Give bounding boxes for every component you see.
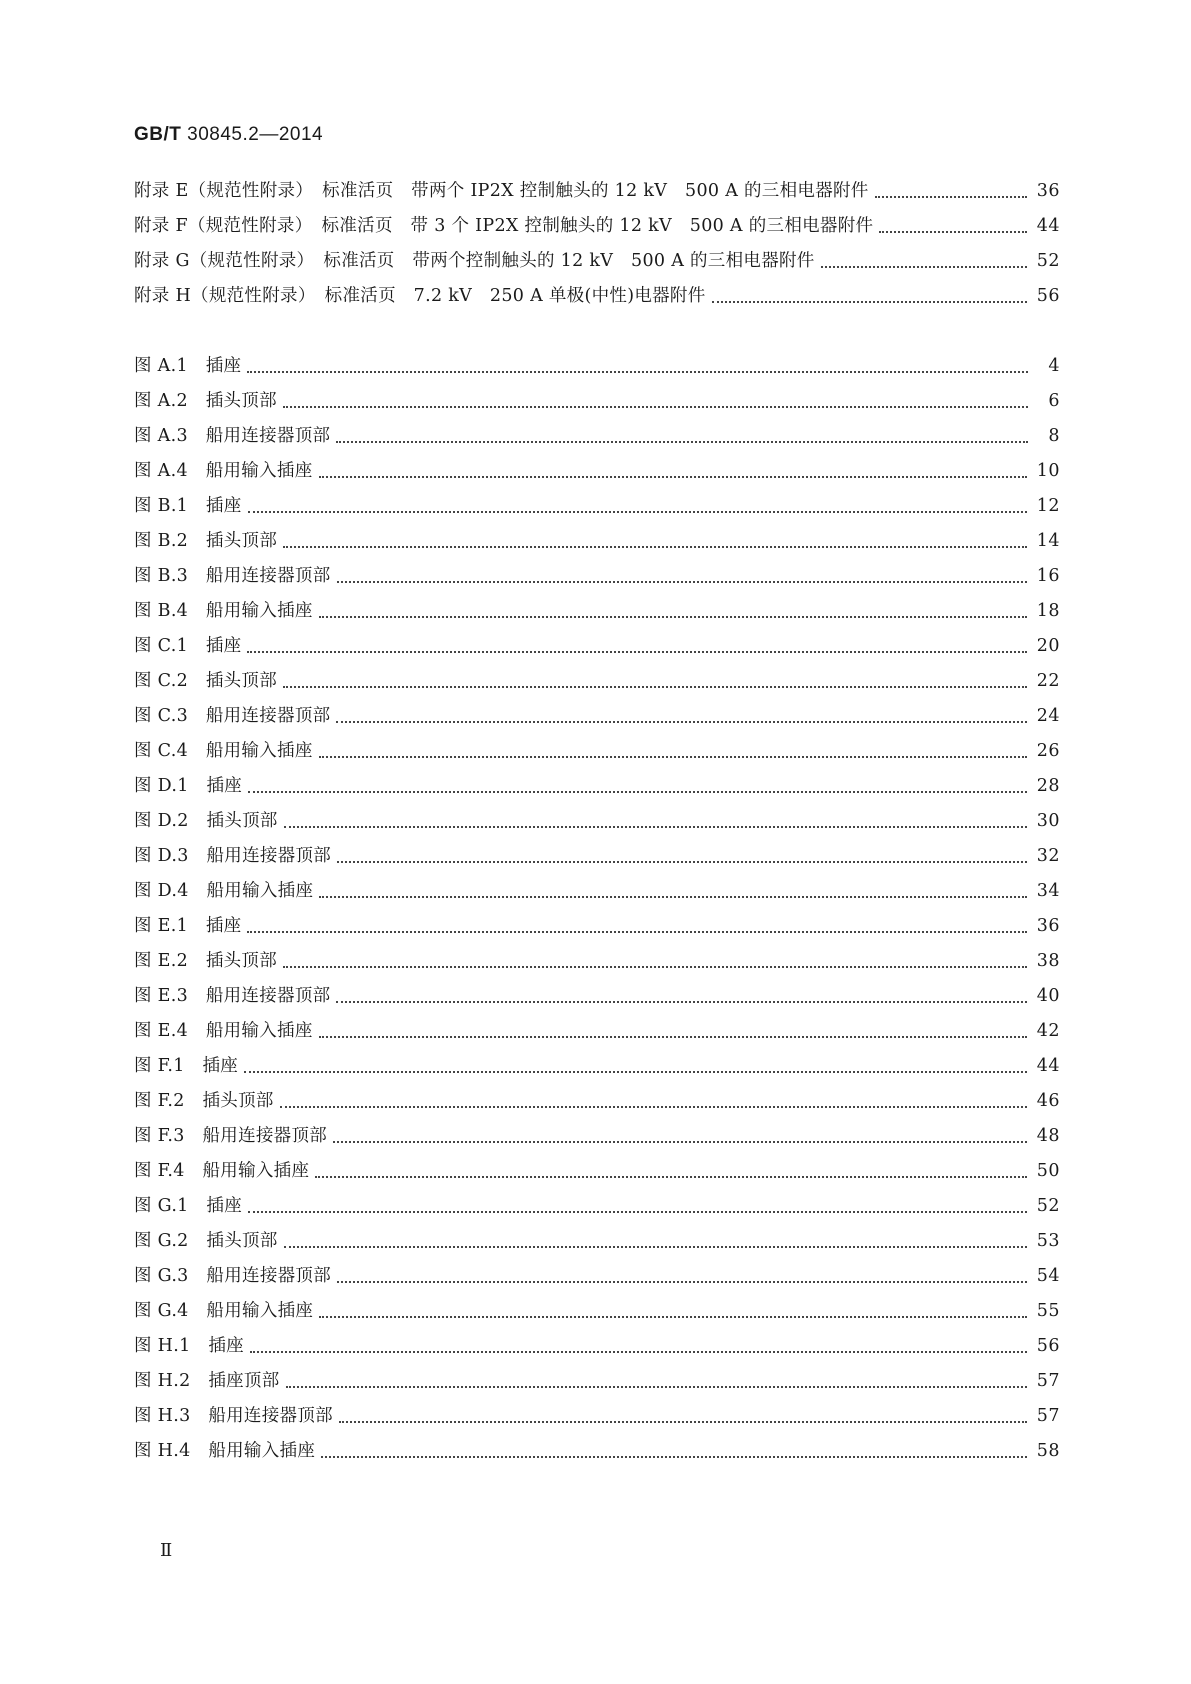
toc-page-number: 4 <box>1048 356 1060 376</box>
toc-page-number: 32 <box>1036 846 1060 866</box>
toc-entry-label: 图 A.4 船用输入插座 <box>134 461 313 481</box>
toc-page-number: 12 <box>1036 496 1060 516</box>
toc-figure-item[interactable] <box>134 985 1060 1020</box>
toc-entry-label: 图 G.1 插座 <box>134 1196 243 1216</box>
toc-figure-item[interactable] <box>134 1300 1060 1335</box>
toc-annex-g[interactable] <box>134 250 1060 285</box>
toc-figure-item[interactable] <box>134 740 1060 775</box>
toc-entry-label: 图 B.3 船用连接器顶部 <box>134 566 331 586</box>
dot-leader <box>283 530 1027 548</box>
toc-figure-item[interactable] <box>134 355 1060 390</box>
toc-page-number: 40 <box>1036 986 1060 1006</box>
toc-figure-item[interactable] <box>134 1090 1060 1125</box>
toc-page-number: 44 <box>1036 216 1060 236</box>
toc-entry-label: 图 F.1 插座 <box>134 1056 239 1076</box>
dot-leader <box>336 705 1026 723</box>
toc-figure-item[interactable] <box>134 565 1060 600</box>
toc-page-number: 55 <box>1036 1301 1060 1321</box>
dot-leader <box>336 985 1026 1003</box>
toc-figure-item[interactable] <box>134 1230 1060 1265</box>
toc-entry-label: 图 D.1 插座 <box>134 776 243 796</box>
dot-leader <box>283 670 1027 688</box>
dot-leader <box>247 635 1026 653</box>
dot-leader <box>280 1090 1027 1108</box>
toc-page-number: 44 <box>1036 1056 1060 1076</box>
dot-leader <box>250 1335 1027 1353</box>
toc-entry-label: 图 H.3 船用连接器顶部 <box>134 1406 333 1426</box>
toc-entry-label: 附录 H（规范性附录） 标准活页 7.2 kV 250 A 单极(中性)电器附件 <box>134 286 706 306</box>
toc-page-number: 8 <box>1048 426 1060 446</box>
toc-entry-label: 图 D.2 插头顶部 <box>134 811 278 831</box>
toc-page-number: 52 <box>1036 251 1060 271</box>
toc-entry-label: 附录 F（规范性附录） 标准活页 带 3 个 IP2X 控制触头的 12 kV 500 A 的三相电器附件 <box>134 216 874 236</box>
toc-page-number: 34 <box>1036 881 1060 901</box>
toc-page-number: 38 <box>1036 951 1060 971</box>
dot-leader <box>337 845 1027 863</box>
dot-leader <box>339 1405 1027 1423</box>
toc-figure-item[interactable] <box>134 635 1060 670</box>
toc-figure-item[interactable] <box>134 845 1060 880</box>
toc-figure-item[interactable] <box>134 705 1060 740</box>
toc-page-number: 6 <box>1048 391 1060 411</box>
toc-page-number: 58 <box>1036 1441 1060 1461</box>
toc-entry-label: 图 G.2 插头顶部 <box>134 1231 278 1251</box>
toc-page-number: 53 <box>1036 1231 1060 1251</box>
toc-entry-label: 图 E.1 插座 <box>134 916 242 936</box>
page-number: Ⅱ <box>160 1540 173 1561</box>
toc-figure-item[interactable] <box>134 1335 1060 1370</box>
toc-entry-label: 图 C.3 船用连接器顶部 <box>134 706 331 726</box>
toc-entry-label: 图 B.2 插头顶部 <box>134 531 278 551</box>
annex-toc-list <box>134 180 1060 320</box>
toc-annex-e[interactable] <box>134 180 1060 215</box>
toc-page-number: 42 <box>1036 1021 1060 1041</box>
toc-entry-label: 图 A.1 插座 <box>134 356 242 376</box>
toc-figure-item[interactable] <box>134 390 1060 425</box>
standard-number <box>134 124 323 146</box>
dot-leader <box>286 1370 1027 1388</box>
toc-entry-label: 附录 G（规范性附录） 标准活页 带两个控制触头的 12 kV 500 A 的三相电器附件 <box>134 251 815 271</box>
toc-figure-item[interactable] <box>134 915 1060 950</box>
toc-entry-label: 图 F.3 船用连接器顶部 <box>134 1126 328 1146</box>
toc-page-number: 56 <box>1036 1336 1060 1356</box>
dot-leader <box>247 915 1026 933</box>
toc-entry-label: 图 B.1 插座 <box>134 496 242 516</box>
toc-page-number: 36 <box>1036 181 1060 201</box>
toc-annex-f[interactable] <box>134 215 1060 250</box>
toc-figure-item[interactable] <box>134 810 1060 845</box>
toc-figure-item[interactable] <box>134 1265 1060 1300</box>
toc-entry-label: 图 H.1 插座 <box>134 1336 244 1356</box>
dot-leader <box>319 1300 1027 1318</box>
toc-entry-label: 图 E.4 船用输入插座 <box>134 1021 313 1041</box>
toc-entry-label: 图 A.3 船用连接器顶部 <box>134 426 331 446</box>
toc-entry-label: 图 A.2 插头顶部 <box>134 391 277 411</box>
toc-figure-item[interactable] <box>134 460 1060 495</box>
dot-leader <box>337 565 1027 583</box>
dot-leader <box>319 460 1027 478</box>
toc-figure-item[interactable] <box>134 1370 1060 1405</box>
dot-leader <box>284 1230 1027 1248</box>
toc-figure-item[interactable] <box>134 950 1060 985</box>
toc-figure-item[interactable] <box>134 425 1060 460</box>
standard-code: 30845.2—2014 <box>181 124 324 145</box>
toc-page-number: 20 <box>1036 636 1060 656</box>
toc-entry-label: 图 C.2 插头顶部 <box>134 671 278 691</box>
dot-leader <box>336 425 1028 443</box>
dot-leader <box>879 215 1026 233</box>
toc-entry-label: 图 C.1 插座 <box>134 636 242 656</box>
toc-page-number: 16 <box>1036 566 1060 586</box>
toc-figure-item[interactable] <box>134 600 1060 635</box>
toc-page-number: 54 <box>1036 1266 1060 1286</box>
toc-entry-label: 图 F.2 插头顶部 <box>134 1091 274 1111</box>
dot-leader <box>244 1055 1027 1073</box>
toc-page-number: 56 <box>1036 286 1060 306</box>
toc-page-number: 48 <box>1036 1126 1060 1146</box>
toc-entry-label: 图 G.4 船用输入插座 <box>134 1301 314 1321</box>
toc-page-number: 28 <box>1036 776 1060 796</box>
toc-page-number: 24 <box>1036 706 1060 726</box>
toc-entry-label: 附录 E（规范性附录） 标准活页 带两个 IP2X 控制触头的 12 kV 500 A 的三相电器附件 <box>134 181 869 201</box>
dot-leader <box>321 1440 1027 1458</box>
dot-leader <box>248 775 1027 793</box>
toc-page-number: 57 <box>1036 1371 1060 1391</box>
dot-leader <box>319 880 1026 898</box>
toc-page-number: 18 <box>1036 601 1060 621</box>
dot-leader <box>821 250 1027 268</box>
dot-leader <box>875 180 1027 198</box>
toc-entry-label: 图 D.3 船用连接器顶部 <box>134 846 332 866</box>
dot-leader <box>712 285 1027 303</box>
toc-entry-label: 图 E.2 插头顶部 <box>134 951 278 971</box>
toc-figure-item[interactable] <box>134 495 1060 530</box>
dot-leader <box>319 1020 1027 1038</box>
toc-page-number: 50 <box>1036 1161 1060 1181</box>
dot-leader <box>315 1160 1026 1178</box>
dot-leader <box>284 810 1027 828</box>
dot-leader <box>247 355 1028 373</box>
toc-figure-item[interactable] <box>134 1195 1060 1230</box>
toc-figure-item[interactable] <box>134 1055 1060 1090</box>
toc-figure-item[interactable] <box>134 1405 1060 1440</box>
toc-entry-label: 图 F.4 船用输入插座 <box>134 1161 310 1181</box>
toc-page-number: 52 <box>1036 1196 1060 1216</box>
toc-figure-item[interactable] <box>134 1020 1060 1055</box>
toc-figure-item[interactable] <box>134 1160 1060 1195</box>
toc-page-number: 26 <box>1036 741 1060 761</box>
standard-prefix: GB/T <box>134 124 182 145</box>
toc-page-number: 14 <box>1036 531 1060 551</box>
toc-figure-item[interactable] <box>134 670 1060 705</box>
toc-page-number: 57 <box>1036 1406 1060 1426</box>
toc-page-number: 30 <box>1036 811 1060 831</box>
toc-figure-item[interactable] <box>134 775 1060 810</box>
toc-page-number: 10 <box>1036 461 1060 481</box>
toc-figure-item[interactable] <box>134 1125 1060 1160</box>
dot-leader <box>283 390 1028 408</box>
toc-page-number: 46 <box>1036 1091 1060 1111</box>
dot-leader <box>319 600 1027 618</box>
toc-figure-item[interactable] <box>134 1440 1060 1475</box>
toc-entry-label: 图 G.3 船用连接器顶部 <box>134 1266 332 1286</box>
toc-annex-h[interactable] <box>134 285 1060 320</box>
toc-entry-label: 图 D.4 船用输入插座 <box>134 881 314 901</box>
dot-leader <box>283 950 1027 968</box>
toc-entry-label: 图 E.3 船用连接器顶部 <box>134 986 331 1006</box>
dot-leader <box>319 740 1027 758</box>
dot-leader <box>333 1125 1027 1143</box>
toc-page-number: 36 <box>1036 916 1060 936</box>
toc-entry-label: 图 B.4 船用输入插座 <box>134 601 313 621</box>
toc-entry-label: 图 H.4 船用输入插座 <box>134 1441 316 1461</box>
dot-leader <box>248 1195 1027 1213</box>
toc-entry-label: 图 H.2 插座顶部 <box>134 1371 280 1391</box>
dot-leader <box>337 1265 1027 1283</box>
toc-figure-item[interactable] <box>134 530 1060 565</box>
toc-page-number: 22 <box>1036 671 1060 691</box>
dot-leader <box>248 495 1027 513</box>
toc-entry-label: 图 C.4 船用输入插座 <box>134 741 313 761</box>
toc-figure-item[interactable] <box>134 880 1060 915</box>
figure-toc-list <box>134 355 1060 1475</box>
